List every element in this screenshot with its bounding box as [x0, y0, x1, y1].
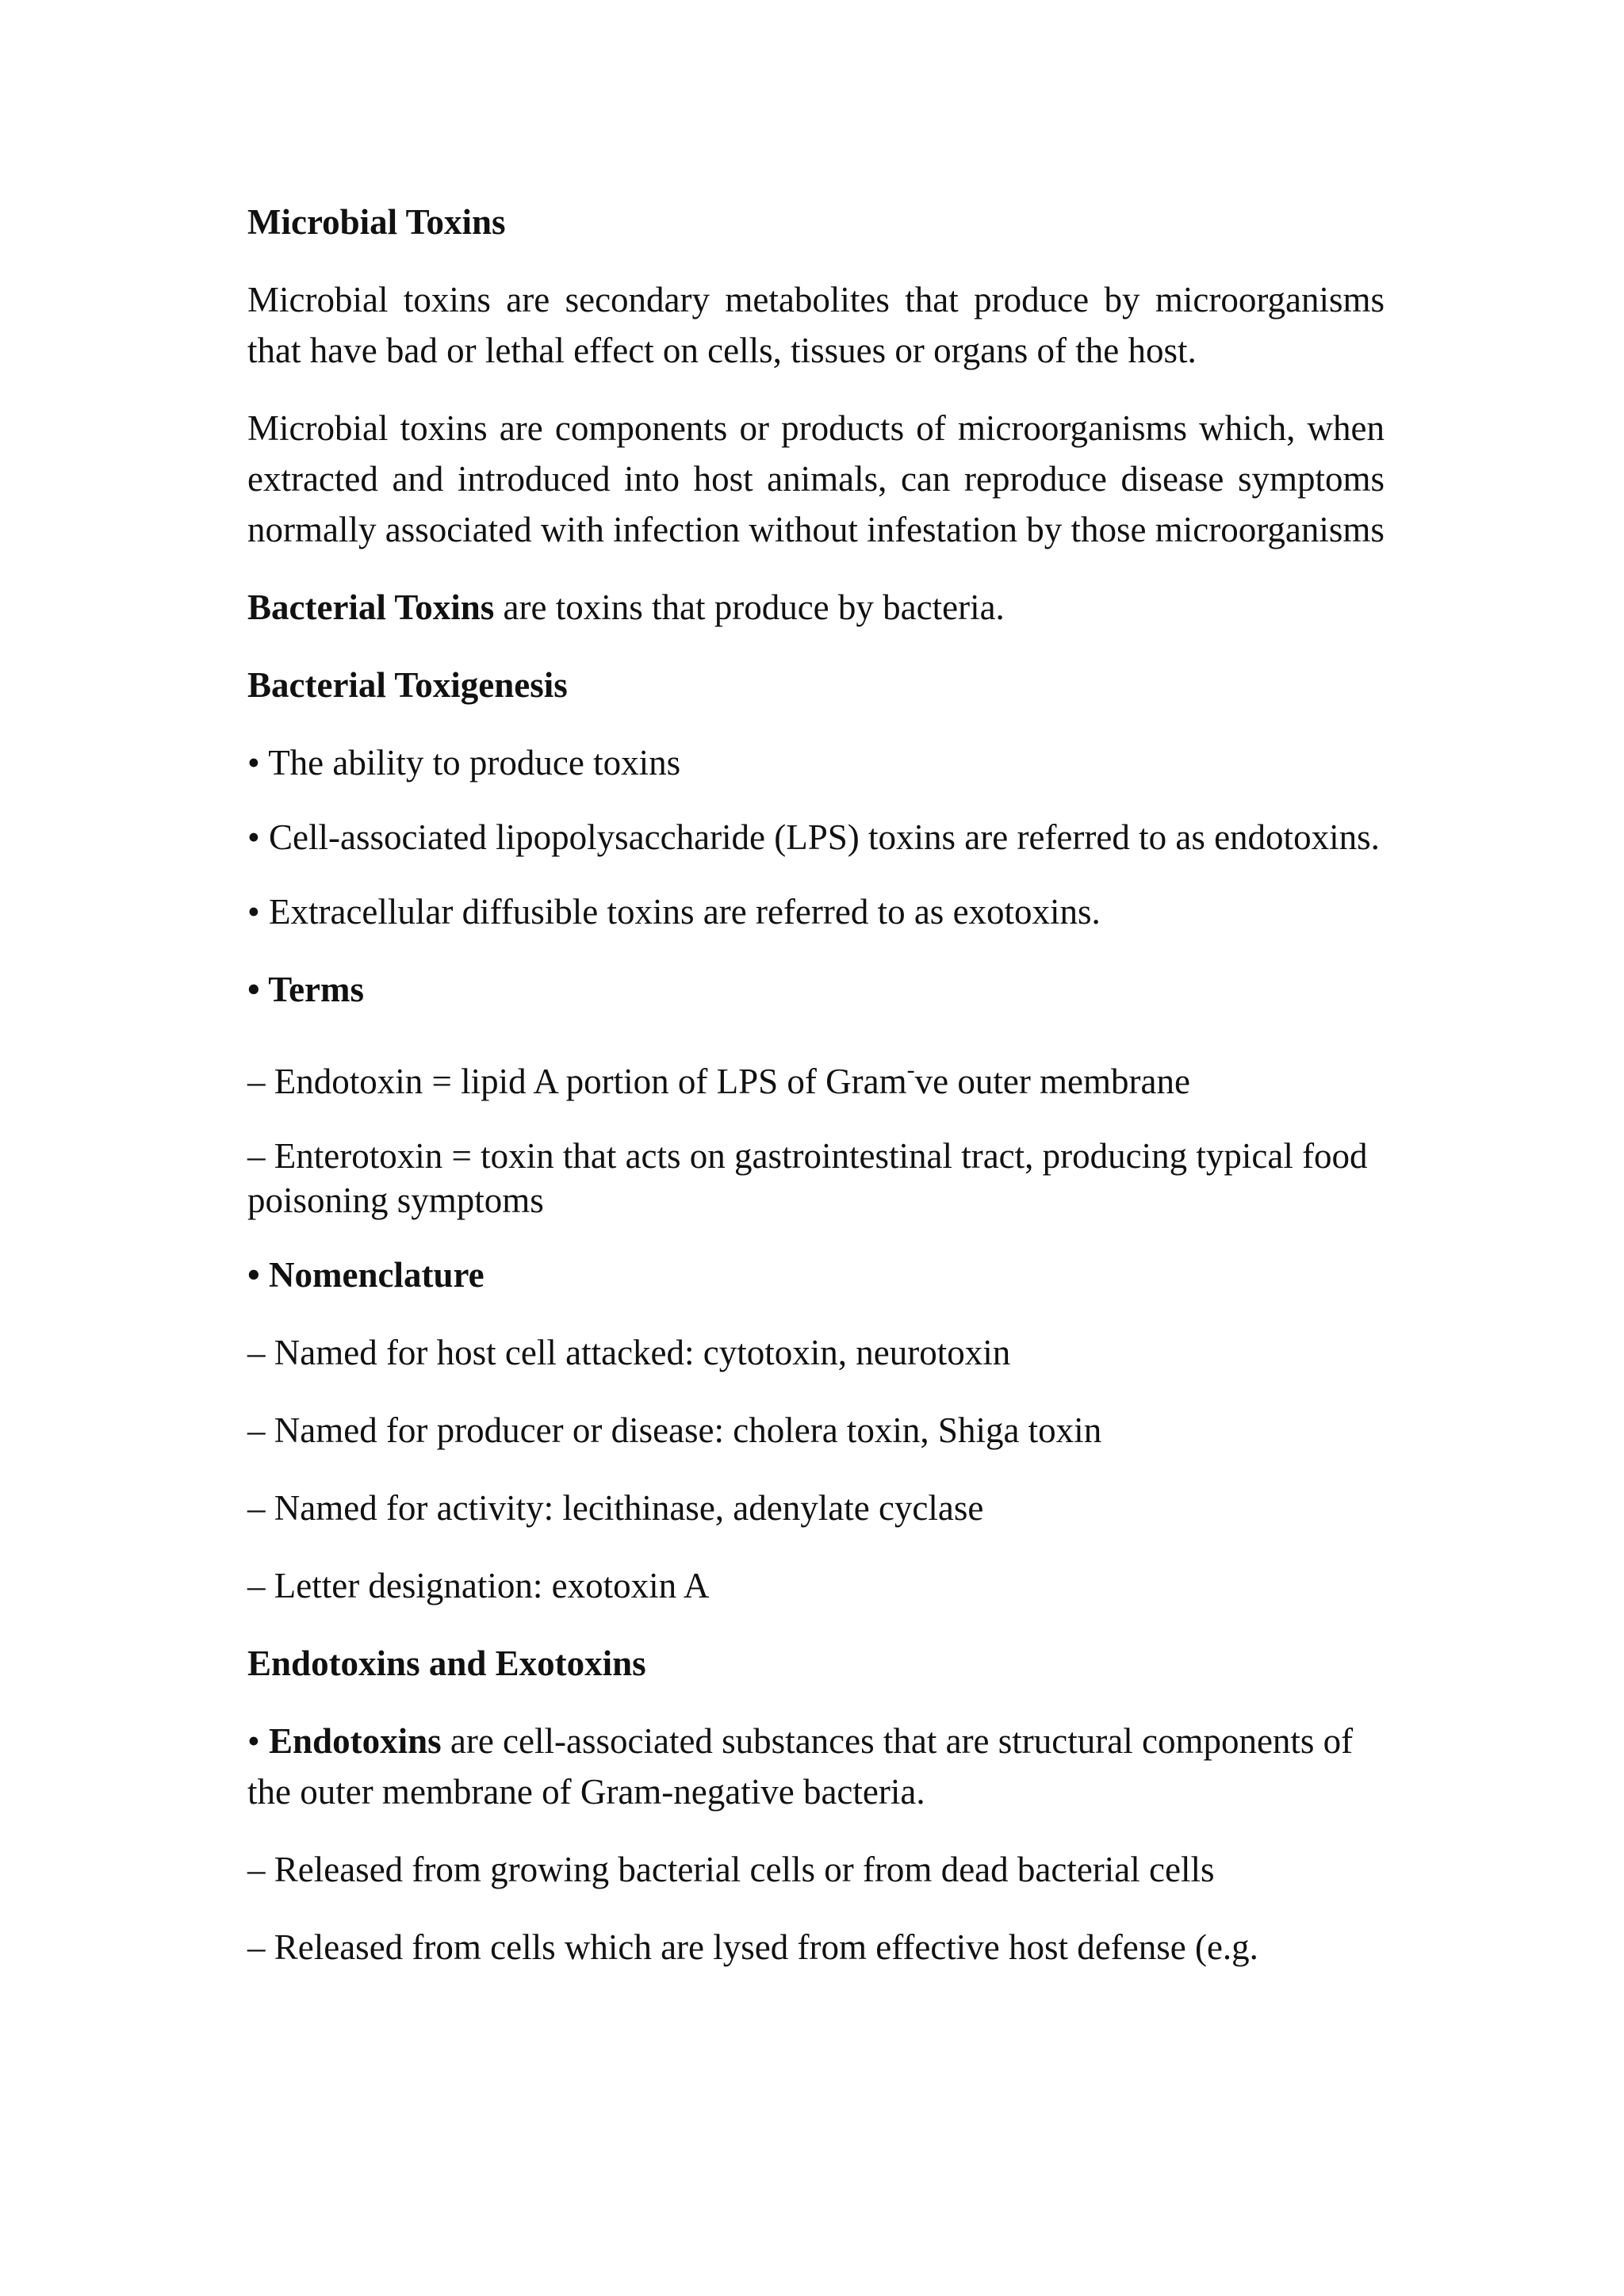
toxigenesis-bullet-3: • Extracellular diffusible toxins are referred to as exotoxins.: [247, 892, 1101, 932]
nomenclature-item: – Named for activity: lecithinase, adenylate cyclase: [247, 1488, 984, 1528]
term-endotoxin-text: – Endotoxin = lipid A portion of LPS of Gram: [247, 1062, 907, 1101]
toxigenesis-heading: Bacterial Toxigenesis: [247, 665, 568, 705]
bacterial-toxins-paragraph: [247, 582, 1385, 633]
toxigenesis-bullet-2: • Cell-associated lipopolysaccharide (LPS) toxins are referred to as endotoxins.: [247, 817, 1380, 857]
endotoxins-item: – Released from cells which are lysed from effective host defense (e.g.: [247, 1927, 1258, 1967]
nomenclature-item: – Named for host cell attacked: cytotoxin, neurotoxin: [247, 1333, 1011, 1372]
page-title: Microbial Toxins: [247, 202, 506, 242]
endotoxins-bullet: •: [247, 1721, 270, 1761]
term-endotoxin: [247, 1056, 1385, 1107]
bacterial-toxins-term: Bacterial Toxins: [247, 587, 495, 627]
endotoxins-item: – Released from growing bacterial cells or from dead bacterial cells: [247, 1850, 1215, 1889]
nomenclature-item: – Letter designation: exotoxin A: [247, 1566, 710, 1605]
gram-negative-superscript: -: [906, 1057, 915, 1083]
endotoxins-definition: are cell-associated substances that are structural components of the outer membrane of Gram-negative bacteria.: [247, 1721, 1354, 1812]
definition-paragraph-1: Microbial toxins are secondary metabolites that produce by microorganisms that have bad or lethal effect on cells, tissues or organs of the host.: [247, 280, 1385, 370]
bacterial-toxins-definition: are toxins that produce by bacteria.: [494, 587, 1005, 627]
term-endotoxin-text-end: ve outer membrane: [914, 1062, 1190, 1101]
endotoxins-term: Endotoxins: [269, 1721, 442, 1761]
endotoxins-paragraph: [247, 1716, 1385, 1817]
document-page: [247, 197, 1385, 1999]
term-enterotoxin: – Enterotoxin = toxin that acts on gastrointestinal tract, producing typical food poisoning symptoms: [247, 1136, 1368, 1220]
toxigenesis-bullet-1: • The ability to produce toxins: [247, 743, 681, 783]
nomenclature-heading: • Nomenclature: [247, 1255, 485, 1295]
nomenclature-item: – Named for producer or disease: cholera toxin, Shiga toxin: [247, 1410, 1102, 1450]
terms-heading: • Terms: [247, 970, 365, 1009]
definition-paragraph-2: Microbial toxins are components or products of microorganisms which, when extracted and introduced into host animals, can reproduce disease symptoms normally associated with infection without infestation by those microorganisms: [247, 408, 1385, 549]
endo-exo-heading: Endotoxins and Exotoxins: [247, 1644, 646, 1683]
